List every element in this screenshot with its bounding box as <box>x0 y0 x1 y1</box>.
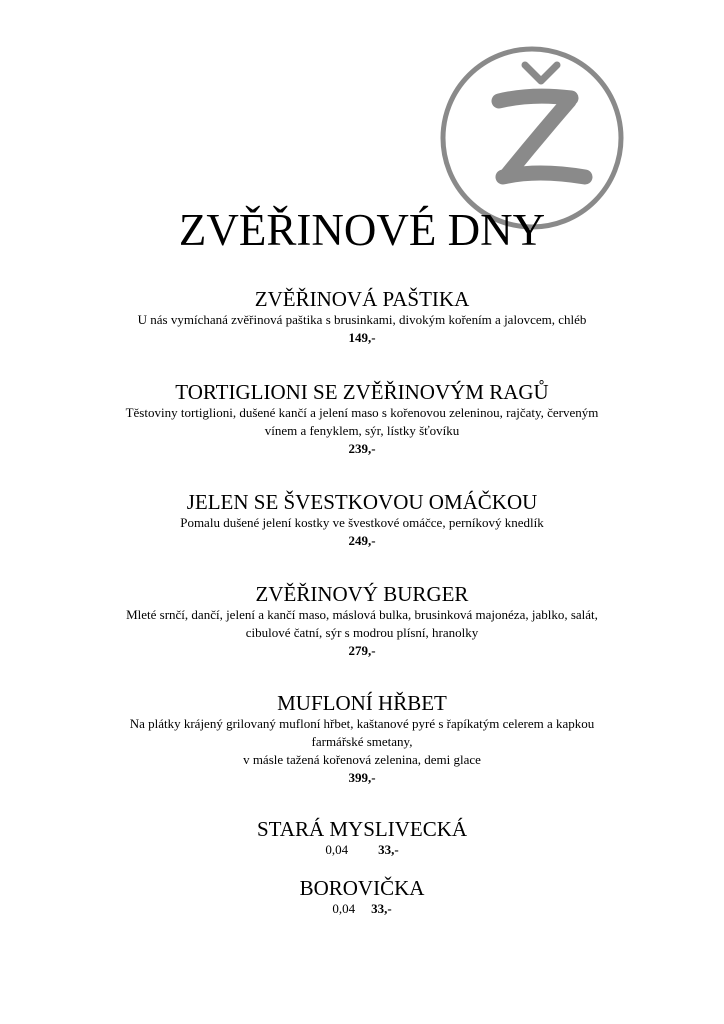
drink-price: 33,- <box>378 842 399 857</box>
dish-name: TORTIGLIONI SE ZVĚŘINOVÝM RAGŮ <box>175 380 549 404</box>
dish-name: MUFLONÍ HŘBET <box>277 691 447 715</box>
dish-price: 239,- <box>348 441 376 456</box>
drink-line <box>60 841 664 859</box>
dish-description: farmářské smetany, <box>311 734 413 749</box>
dish-price: 399,- <box>348 770 376 785</box>
dish-price: 279,- <box>348 643 376 658</box>
dish-price: 149,- <box>348 330 376 345</box>
drink-item <box>60 817 664 859</box>
dish-description: cibulové čatní, sýr s modrou plísní, hranolky <box>245 625 479 640</box>
drink-line <box>60 900 664 918</box>
dish-item <box>60 582 664 660</box>
dish-description: Mleté srnčí, dančí, jelení a kančí maso, máslová bulka, brusinková majonéza, jablko, salát, <box>126 607 598 622</box>
dish-description: vínem a fenyklem, sýr, lístky šťovíku <box>264 423 460 438</box>
drink-name: STARÁ MYSLIVECKÁ <box>256 817 468 841</box>
drink-item <box>60 876 664 918</box>
dish-item <box>60 490 664 550</box>
dish-name: ZVĚŘINOVÝ BURGER <box>255 582 469 606</box>
drink-volume: 0,04 <box>325 842 349 857</box>
dish-description: U nás vymíchaná zvěřinová paštika s brusinkami, divokým kořením a jalovcem, chléb <box>137 312 587 327</box>
dish-item <box>60 691 664 787</box>
dish-price: 249,- <box>348 533 376 548</box>
dish-description: Pomalu dušené jelení kostky ve švestkové omáčce, perníkový knedlík <box>180 515 544 530</box>
drink-volume: 0,04 <box>332 901 356 916</box>
dish-name: ZVĚŘINOVÁ PAŠTIKA <box>254 287 470 311</box>
dish-item <box>60 287 664 347</box>
drink-name: BOROVIČKA <box>299 876 425 900</box>
dish-description: v másle tažená kořenová zelenina, demi glace <box>243 752 481 767</box>
dish-name: JELEN SE ŠVESTKOVOU OMÁČKOU <box>186 490 538 514</box>
drink-price: 33,- <box>371 901 392 916</box>
menu-title: ZVĚŘINOVÉ DNY <box>178 205 546 255</box>
dish-item <box>60 380 664 458</box>
dish-description: Těstoviny tortiglioni, dušené kančí a jelení maso s kořenovou zeleninou, rajčaty, červeným <box>125 405 599 420</box>
dish-description: Na plátky krájený grilovaný mufloní hřbet, kaštanové pyré s řapíkatým celerem a kapkou <box>129 716 595 731</box>
